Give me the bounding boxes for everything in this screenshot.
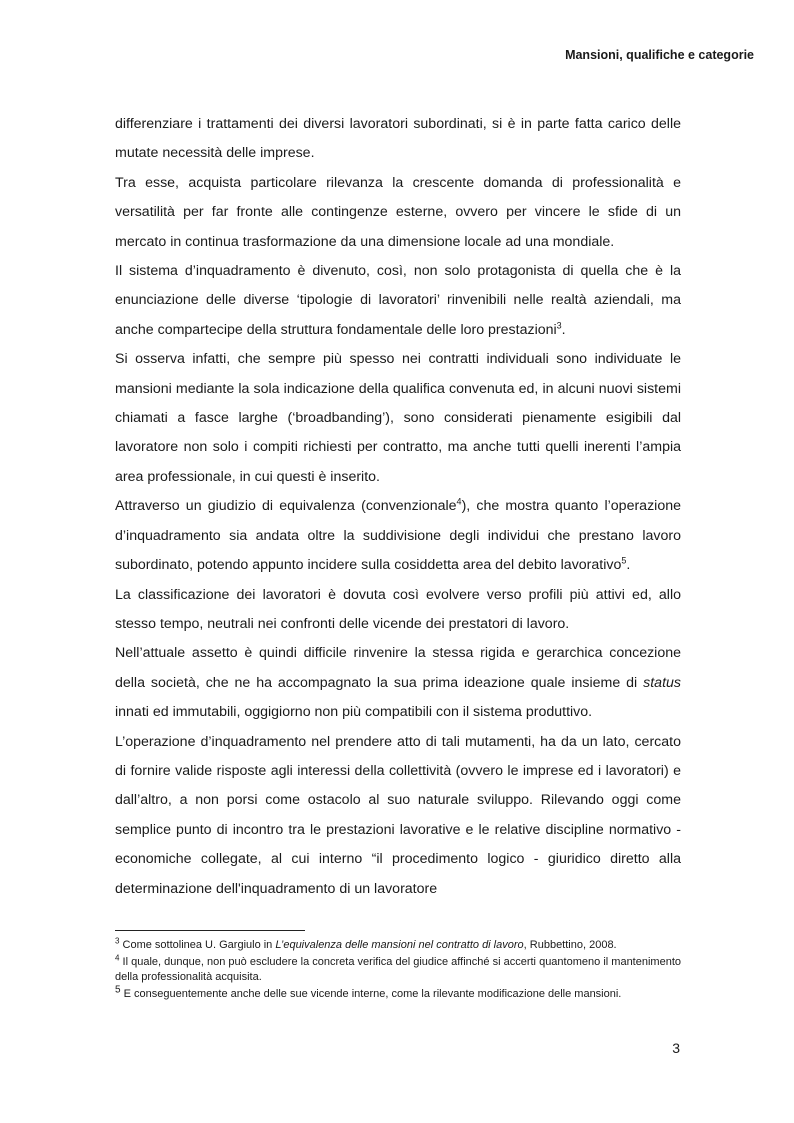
- footnote-text: , Rubbettino, 2008.: [523, 939, 617, 951]
- paragraph-text: Nell’attuale assetto è quindi difficile rinvenire la stessa rigida e gerarchica concezione della società, che ne ha accompagnato la sua prima ideazione quale insieme di: [115, 645, 681, 691]
- footnote-number: 5: [115, 984, 121, 996]
- footnote-separator: [115, 930, 305, 931]
- footnote-text: Il quale, dunque, non può escludere la concreta verifica del giudice affinché si accerti quantomeno il mantenimento della professionalità acquisita.: [115, 956, 681, 983]
- paragraph: [115, 639, 681, 727]
- running-header: Mansioni, qualifiche e categorie: [565, 48, 754, 62]
- footnote-number: 4: [115, 953, 120, 963]
- footnote: [115, 955, 681, 985]
- body-text: [115, 110, 681, 904]
- footnote-title: L’equivalenza delle mansioni nel contratto di lavoro: [275, 939, 524, 951]
- footnote-text: E conseguentemente anche delle sue vicende interne, come la rilevante modificazione delle mansioni.: [120, 988, 622, 1000]
- footnote-number: 3: [115, 936, 120, 946]
- footnote-text: Come sottolinea U. Gargiulo in: [119, 939, 276, 951]
- paragraph-end: .: [626, 557, 631, 574]
- paragraph-text: Attraverso un giudizio di equivalenza (convenzionale: [115, 498, 457, 515]
- paragraph: Tra esse, acquista particolare rilevanza la crescente domanda di professionalità e versatilità per far fronte alle contingenze esterne, ovvero per vincere le sfide di un mercato in continua trasformazione da una dimensione locale ad una mondiale.: [115, 174, 681, 250]
- footnote: [115, 984, 681, 1002]
- footnote-ref[interactable]: 3: [556, 320, 562, 331]
- paragraph: differenziare i trattamenti dei diversi lavoratori subordinati, si è in parte fatta carico delle mutate necessità delle imprese.: [115, 116, 681, 162]
- paragraph: La classificazione dei lavoratori è dovuta così evolvere verso profili più attivi ed, allo stesso tempo, neutrali nei confronti delle vicende dei prestatori di lavoro.: [115, 586, 681, 632]
- footnotes: [115, 938, 681, 1004]
- footnote-ref[interactable]: 5: [621, 555, 627, 566]
- paragraph: [115, 492, 681, 580]
- paragraph-end: .: [561, 321, 566, 338]
- emphasis: status: [643, 674, 681, 691]
- paragraph: L’operazione d’inquadramento nel prendere atto di tali mutamenti, ha da un lato, cercato di fornire valide risposte agli interessi della collettività (ovvero le imprese ed i lavoratori) e dall’altro, a non porsi come ostacolo al suo naturale sviluppo. Rilevando oggi come semplice punto di incontro tra le prestazioni lavorative e le relative discipline normativo - economiche collegate, al cui interno “il procedimento logico - giuridico diretto alla determinazione dell'inquadramento di un lavoratore: [115, 733, 681, 897]
- paragraph-text: ), che mostra quanto l’operazione d’inquadramento sia andata oltre la suddivisione degli individui che prestano lavoro subordinato, potendo appunto incidere sulla cosiddetta area del debito lavorativo: [115, 498, 681, 574]
- page-number: 3: [672, 1040, 680, 1056]
- paragraph: [115, 257, 681, 345]
- footnote-ref[interactable]: 4: [456, 496, 462, 507]
- footnote: [115, 938, 681, 953]
- paragraph-text: Il sistema d’inquadramento è divenuto, così, non solo protagonista di quella che è la enunciazione delle diverse ‘tipologie di lavoratori’ rinvenibili nelle realtà aziendali, ma anche compartecipe della struttura fondamentale delle loro prestazioni: [115, 263, 681, 338]
- paragraph: Si osserva infatti, che sempre più spesso nei contratti individuali sono individuate le mansioni mediante la sola indicazione della qualifica convenuta ed, in alcuni nuovi sistemi chiamati a fasce larghe (‘broadbanding’), sono considerati pienamente esigibili dal lavoratore non solo i compiti richiesti per contratto, ma anche tutti quelli inerenti l’ampia area professionale, in cui questi è inserito.: [115, 351, 681, 485]
- paragraph-text: innati ed immutabili, oggigiorno non più compatibili con il sistema produttivo.: [115, 704, 593, 721]
